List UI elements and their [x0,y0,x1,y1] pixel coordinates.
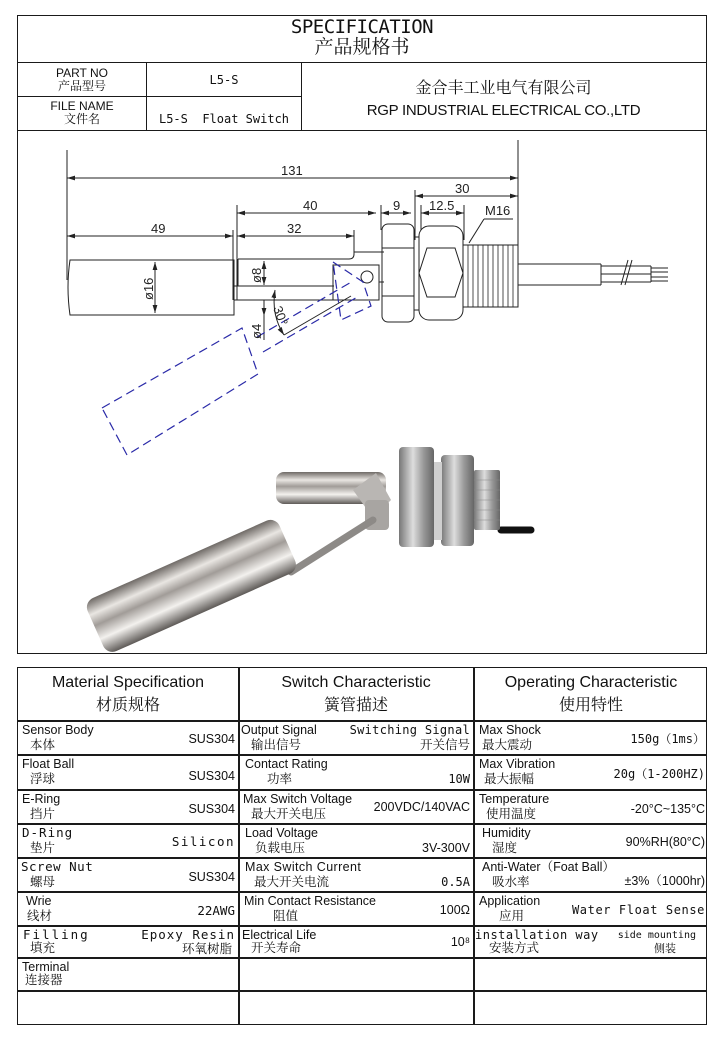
header-block [17,15,707,131]
part-no-label: PART NO 产品型号 [18,63,147,97]
material-row-e-ring: E-Ring 挡片 SUS304 [22,792,235,821]
file-name-label: FILE NAME 文件名 [18,97,147,131]
drawing-block [17,130,707,654]
material-spec-header: Material Specification 材质规格 [51,674,205,714]
switch-row-output-signal: Output Signal 输出信号 Switching Signal 开关信号 [241,723,470,752]
switch-row-max-switch-voltage: Max Switch Voltage 最大开关电压 200VDC/140VAC [243,792,470,821]
title-en: SPECIFICATION [290,16,434,38]
dim-30: 30 [455,181,470,196]
operating-row-humidity: Humidity 湿度 90%RH(80°C) [482,826,705,855]
title-area [18,16,706,63]
dim-arm-dia: ø8 [249,267,264,283]
company-name-cn: 金合丰工业电气有限公司 [415,80,592,97]
material-row-filling: Filling 填充 Epoxy Resin 环氧树脂 [23,927,235,956]
product-photo [84,447,531,654]
switch-char-header: Switch Characteristic 簧管描述 [281,674,431,714]
technical-drawing [18,130,707,654]
dim-angle: 30° [270,303,292,328]
operating-row-anti-water: Anti-Water（Foat Ball） 吸水率 ±3%（1000hr) [482,860,705,889]
dim-12-5: 12.5 [429,198,455,213]
operating-row-application: Application 应用 Water Float Sense [479,894,705,923]
dim-rod-dia: ø4 [249,323,264,339]
switch-row-electrical-life: Electrical Life 开关寿命 10⁸ [242,928,470,955]
material-row-float-ball: Float Ball 浮球 SUS304 [22,757,235,786]
dim-m16: M16 [485,203,511,218]
title-cn: 产品规格书 [314,37,410,58]
material-row-wire: Wrie 线材 22AWG [26,894,235,923]
file-name-value: L5-S Float Switch [147,97,302,131]
operating-row-temperature: Temperature 使用温度 -20°C~135°C [479,792,705,821]
company-name-en: RGP INDUSTRIAL ELECTRICAL CO.,LTD [366,102,641,119]
material-row-terminal: Terminal 连接器 [22,960,70,987]
switch-row-load-voltage: Load Voltage 负载电压 3V-300V [245,826,470,855]
operating-row-max-vibration: Max Vibration 最大振幅 20g（1-200HZ) [479,757,705,786]
dim-9: 9 [393,198,401,213]
switch-row-max-switch-current: Max Switch Current 最大开关电流 0.5A [245,860,470,889]
dim-131: 131 [281,163,303,178]
material-row-d-ring: D-Ring 垫片 Silicon [22,825,235,855]
spec-table [17,667,707,1025]
dim-49: 49 [151,221,166,236]
dim-32: 32 [287,221,302,236]
material-row-screw-nut: Screw Nut 螺母 SUS304 [21,859,235,889]
operating-row-installation-way: installation way 安装方式 side mounting 侧装 [475,928,696,955]
dim-40: 40 [303,198,318,213]
material-row-sensor-body: Sensor Body 本体 SUS304 [22,723,235,752]
switch-row-min-contact-resistance: Min Contact Resistance 阻值 100Ω [244,894,470,923]
operating-row-max-shock: Max Shock 最大震动 150g（1ms） [479,723,705,752]
dim-float-dia: ø16 [141,277,156,300]
operating-char-header: Operating Characteristic 使用特性 [504,674,678,714]
switch-row-contact-rating: Contact Rating 功率 10W [245,757,470,786]
part-no-value: L5-S [147,63,302,97]
company-block [302,63,705,130]
